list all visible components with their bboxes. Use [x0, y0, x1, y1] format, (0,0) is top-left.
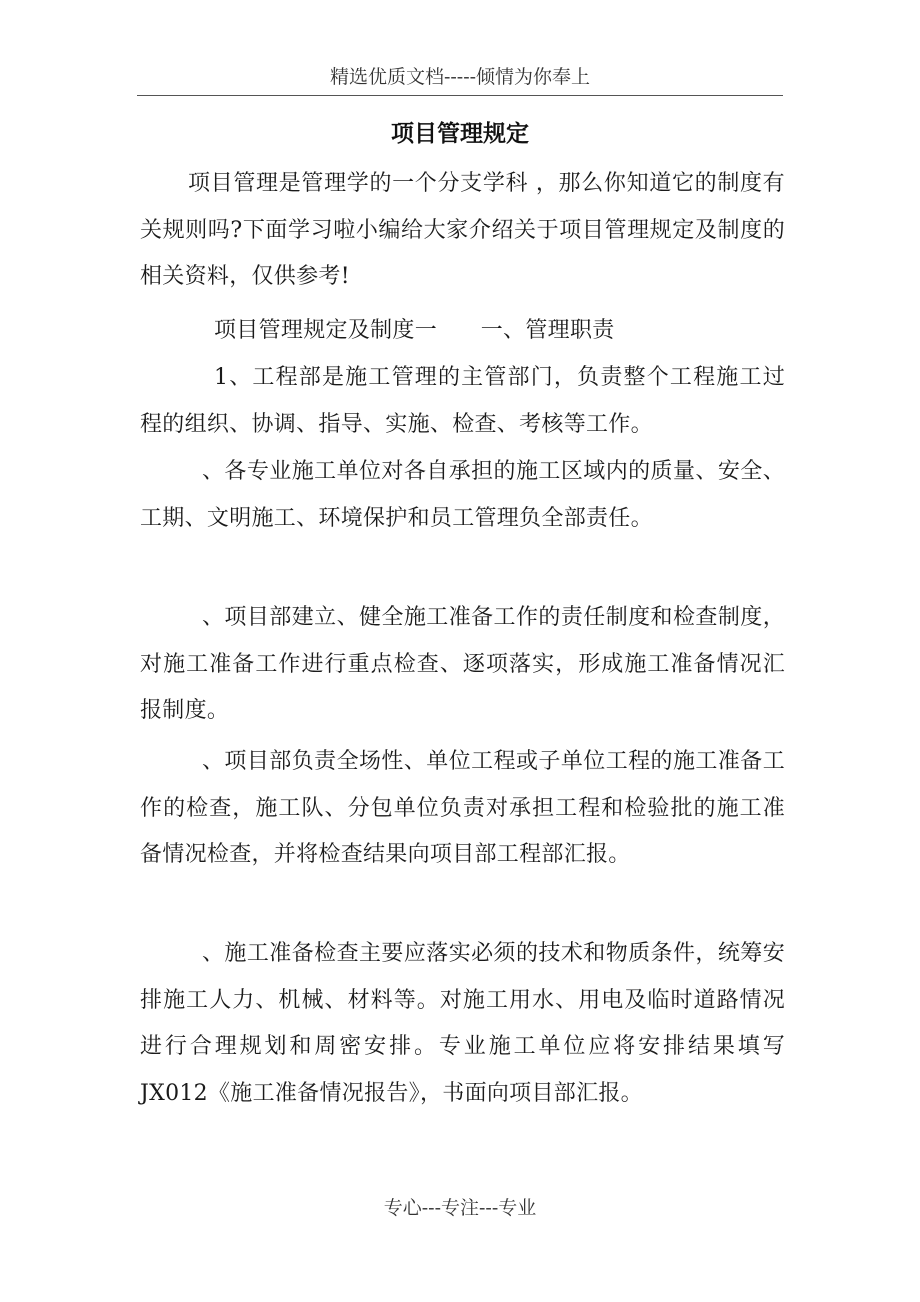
section-heading: 项目管理规定及制度一 一、管理职责	[214, 318, 615, 343]
clause-3: 、项目部建立、健全施工准备工作的责任制度和检查制度，对施工准备工作进行重点检查、逐项落实，形成施工准备情况汇报制度。	[140, 605, 785, 723]
clause-2: 、各专业施工单位对各自承担的施工区域内的质量、安全、工期、文明施工、环境保护和员工管理负全部责任。	[140, 459, 785, 531]
header-divider	[137, 95, 783, 96]
page-header: 精选优质文档-----倾情为你奉上	[329, 66, 591, 88]
clause-1: 1、工程部是施工管理的主管部门，负责整个工程施工过程的组织、协调、指导、实施、检查、考核等工作。	[140, 365, 785, 437]
clause-5: 、施工准备检查主要应落实必须的技术和物质条件，统筹安排施工人力、机械、材料等。对施工用水、用电及临时道路情况进行合理规划和周密安排。专业施工单位应将安排结果填写 JX012《施工准备情况报告》，书面向项目部汇报。	[140, 941, 785, 1106]
page-footer: 专心---专注---专业	[383, 1197, 537, 1219]
intro-paragraph: 项目管理是管理学的一个分支学科 ，那么你知道它的制度有关规则吗?下面学习啦小编给大家介绍关于项目管理规定及制度的相关资料，仅供参考!	[140, 171, 785, 289]
document-title: 项目管理规定	[391, 120, 529, 147]
clause-4: 、项目部负责全场性、单位工程或子单位工程的施工准备工作的检查，施工队、分包单位负责对承担工程和检验批的施工准备情况检查，并将检查结果向项目部工程部汇报。	[140, 749, 785, 867]
